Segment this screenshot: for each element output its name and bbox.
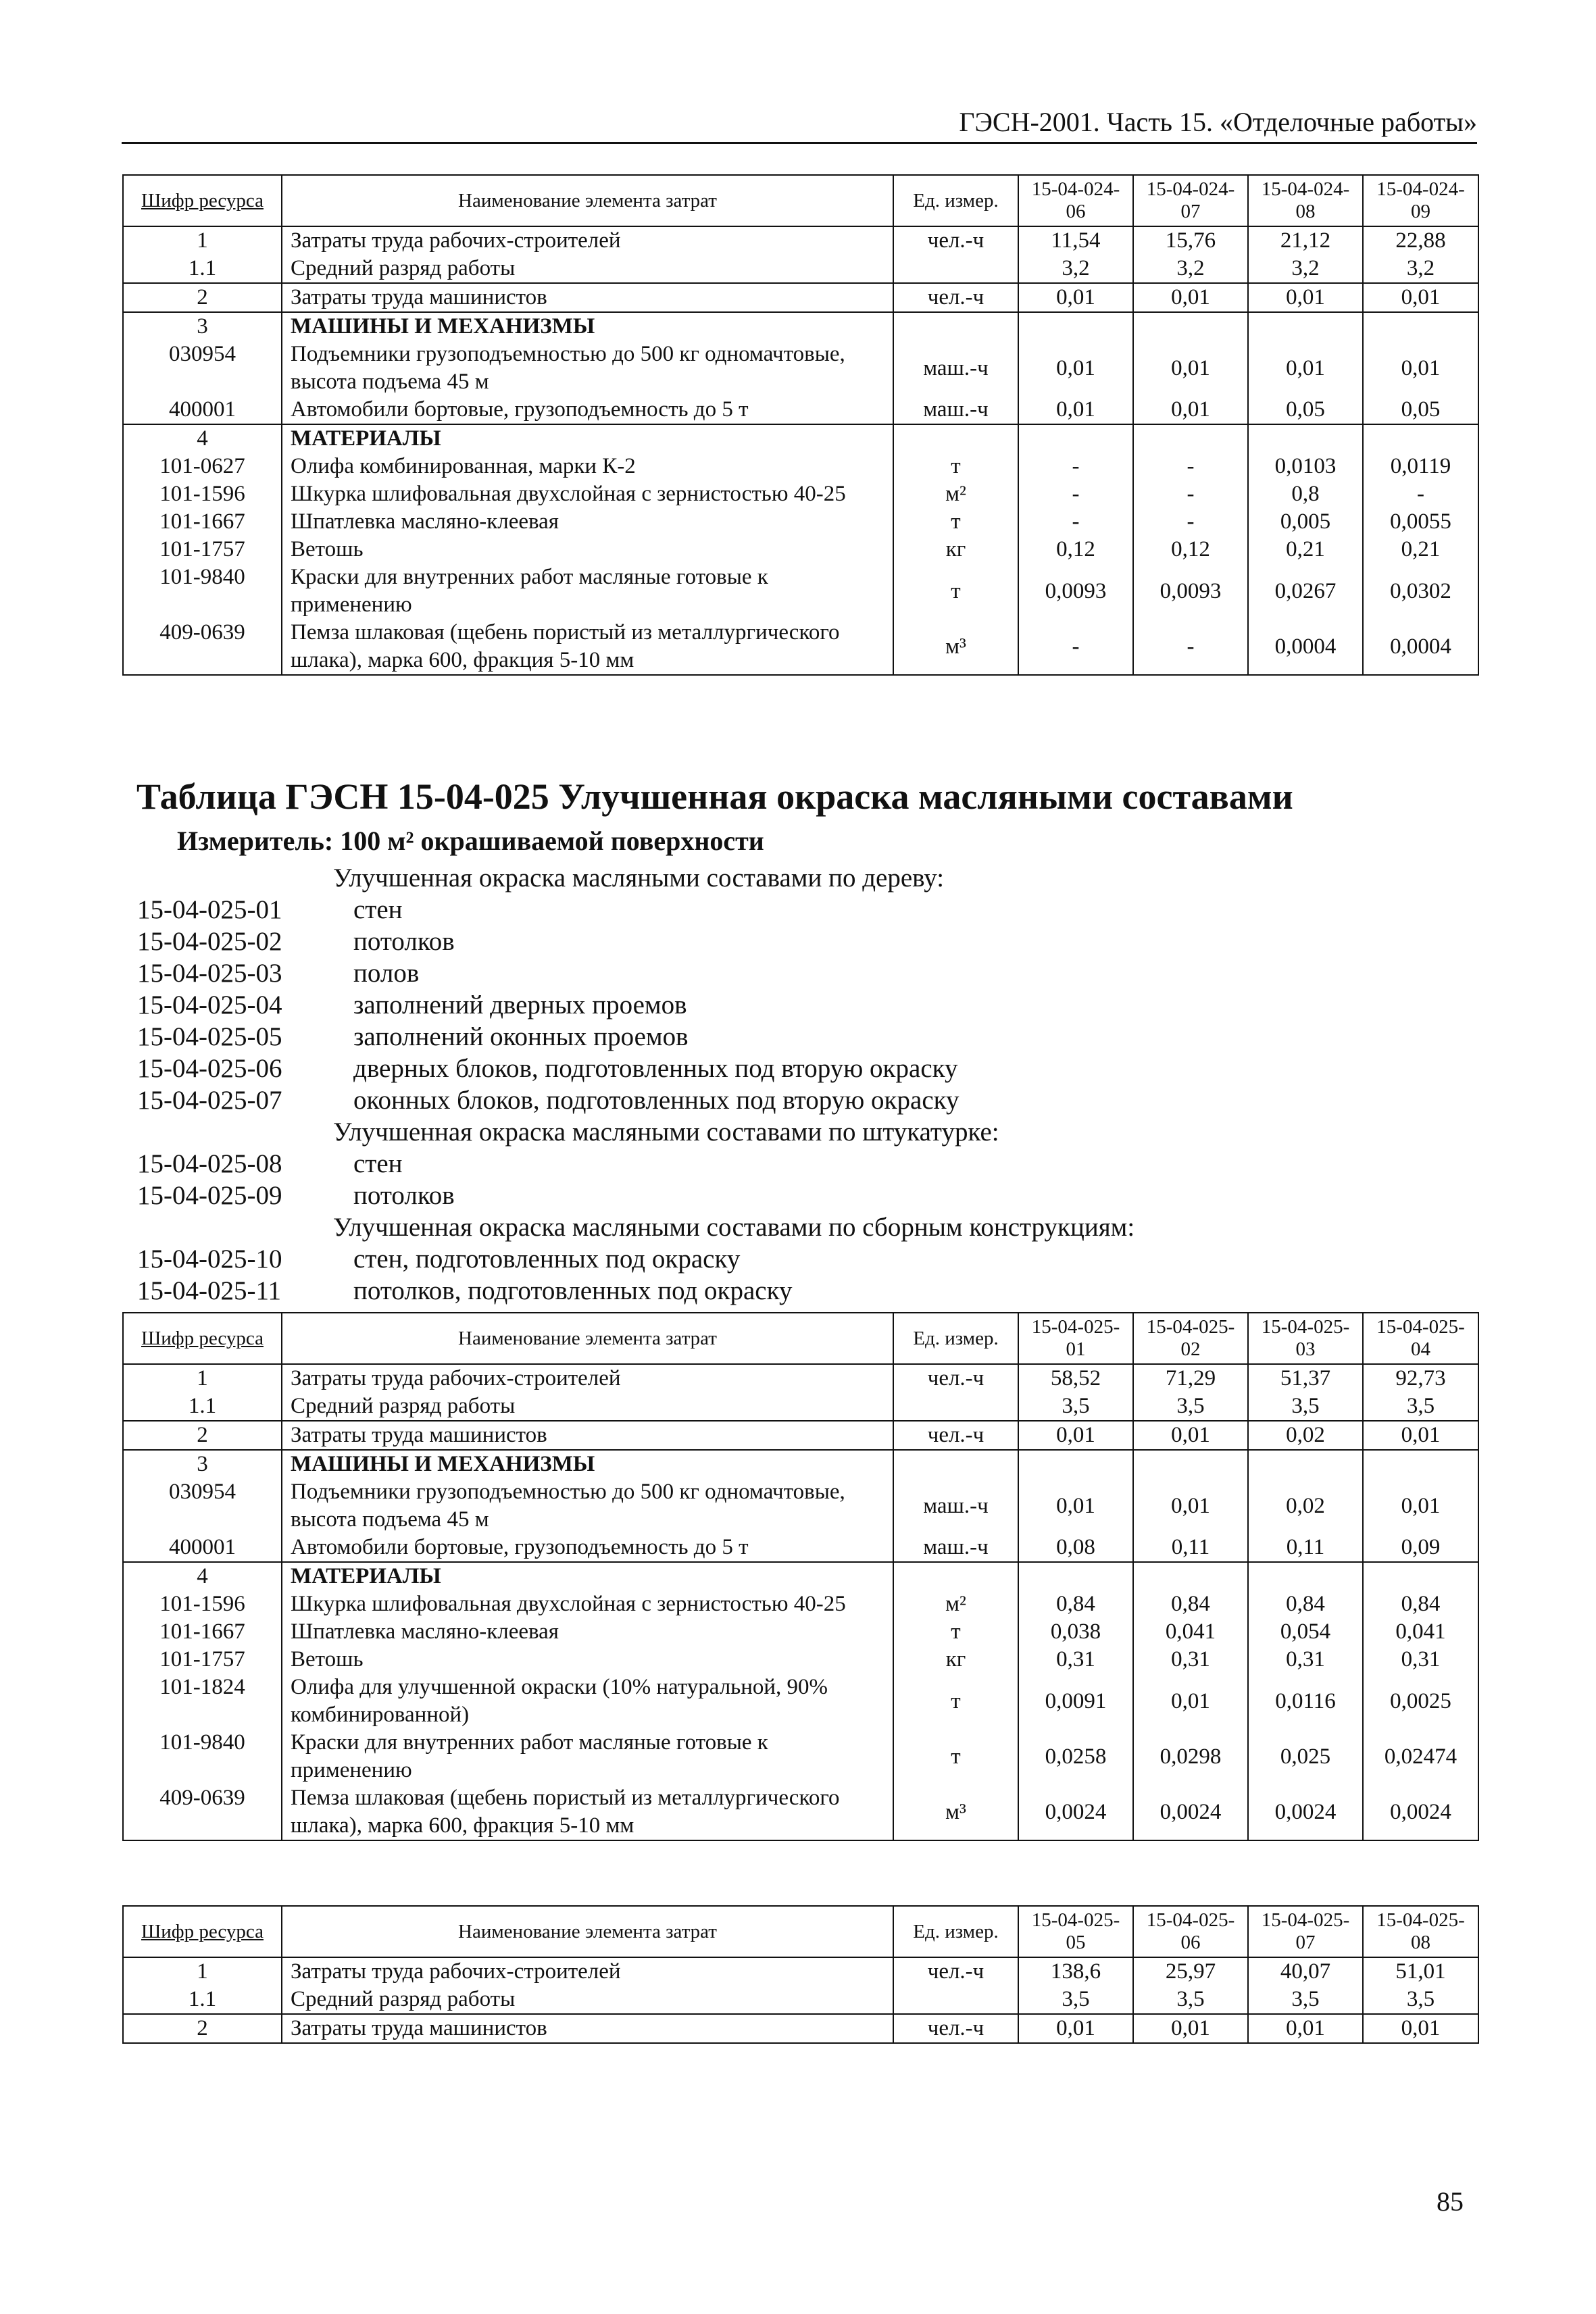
resource-value: 0,038 xyxy=(1018,1618,1133,1646)
resource-value: 3,2 xyxy=(1248,255,1363,283)
section-title: МАТЕРИАЛЫ xyxy=(282,1562,893,1590)
norm-text: оконных блоков, подготовленных под вторую окраску xyxy=(353,1086,959,1115)
resource-value: 0,01 xyxy=(1133,341,1248,396)
section-title: МАШИНЫ И МЕХАНИЗМЫ xyxy=(282,1450,893,1478)
resource-value: - xyxy=(1133,480,1248,508)
resource-code: 101-1596 xyxy=(123,1590,282,1618)
page-number: 85 xyxy=(1437,2186,1464,2217)
resource-value: 3,5 xyxy=(1018,1986,1133,2014)
resource-code: 101-1596 xyxy=(123,480,282,508)
resource-code: 2 xyxy=(123,1421,282,1450)
resource-unit: т xyxy=(893,1729,1018,1784)
resource-unit: маш.-ч xyxy=(893,341,1018,396)
resource-code: 101-9840 xyxy=(123,1729,282,1784)
resource-code: 3 xyxy=(123,312,282,341)
resource-value: 0,0116 xyxy=(1248,1674,1363,1729)
resource-code: 1 xyxy=(123,226,282,255)
resource-value: 92,73 xyxy=(1363,1364,1478,1392)
resource-value: 15,76 xyxy=(1133,226,1248,255)
resource-name: Средний разряд работы xyxy=(282,255,893,283)
resource-value: 0,02 xyxy=(1248,1478,1363,1534)
resource-unit: м³ xyxy=(893,619,1018,675)
header-norm-code: 15-04-025-02 xyxy=(1133,1313,1248,1364)
resource-code: 2 xyxy=(123,283,282,312)
resource-value: 0,01 xyxy=(1363,1421,1478,1450)
resource-row xyxy=(123,1957,1478,1986)
resource-row xyxy=(123,453,1478,480)
resource-name: Средний разряд работы xyxy=(282,1392,893,1421)
resource-value: 0,12 xyxy=(1133,536,1248,563)
resource-value: 0,01 xyxy=(1133,1478,1248,1534)
resource-row xyxy=(123,1784,1478,1840)
header-unit: Ед. измер. xyxy=(893,1313,1018,1364)
empty-cell xyxy=(893,1562,1018,1590)
resource-code: 101-0627 xyxy=(123,453,282,480)
resource-table-024 xyxy=(122,174,1479,676)
resource-value: 0,041 xyxy=(1363,1618,1478,1646)
resource-value: 0,31 xyxy=(1018,1646,1133,1674)
empty-cell xyxy=(1133,1450,1248,1478)
resource-row xyxy=(123,1674,1478,1729)
resource-code: 1.1 xyxy=(123,1986,282,2014)
resource-value: 0,01 xyxy=(1133,396,1248,424)
resource-unit: чел.-ч xyxy=(893,1957,1018,1986)
resource-unit: т xyxy=(893,563,1018,619)
resource-value: 0,01 xyxy=(1363,2014,1478,2043)
norm-code: 15-04-025-10 xyxy=(137,1244,282,1274)
resource-row xyxy=(123,1729,1478,1784)
header-code: Шифр ресурса xyxy=(123,175,282,226)
resource-name: Шкурка шлифовальная двухслойная с зернистостью 40-25 xyxy=(282,1590,893,1618)
resource-row xyxy=(123,341,1478,396)
resource-code: 101-1667 xyxy=(123,508,282,536)
resource-value: 0,01 xyxy=(1248,283,1363,312)
empty-cell xyxy=(1018,1450,1133,1478)
resource-row xyxy=(123,1364,1478,1392)
resource-code: 4 xyxy=(123,424,282,453)
resource-row xyxy=(123,508,1478,536)
empty-cell xyxy=(1248,1562,1363,1590)
norm-text: потолков xyxy=(353,1181,455,1210)
resource-row xyxy=(123,226,1478,255)
norm-code: 15-04-025-08 xyxy=(137,1149,282,1178)
empty-cell xyxy=(1133,312,1248,341)
resource-unit: м² xyxy=(893,480,1018,508)
resource-value: 0,12 xyxy=(1018,536,1133,563)
section-row xyxy=(123,424,1478,453)
header-norm-code: 15-04-025-08 xyxy=(1363,1906,1478,1957)
resource-row xyxy=(123,1618,1478,1646)
resource-row xyxy=(123,396,1478,424)
resource-unit: кг xyxy=(893,1646,1018,1674)
resource-value: - xyxy=(1018,480,1133,508)
header-norm-code: 15-04-024-09 xyxy=(1363,175,1478,226)
resource-row xyxy=(123,536,1478,563)
section-row xyxy=(123,1562,1478,1590)
resource-code: 4 xyxy=(123,1562,282,1590)
resource-code: 101-1667 xyxy=(123,1618,282,1646)
resource-value: 3,2 xyxy=(1018,255,1133,283)
resource-name: Подъемники грузоподъемностью до 500 кг одномачтовые, высота подъема 45 м xyxy=(282,341,893,396)
resource-unit: чел.-ч xyxy=(893,2014,1018,2043)
resource-value: 0,11 xyxy=(1133,1534,1248,1562)
resource-row xyxy=(123,1534,1478,1562)
resource-value: 0,01 xyxy=(1363,1478,1478,1534)
resource-value: 0,0024 xyxy=(1018,1784,1133,1840)
resource-unit: чел.-ч xyxy=(893,226,1018,255)
resource-unit: маш.-ч xyxy=(893,396,1018,424)
resource-row xyxy=(123,1590,1478,1618)
header-unit: Ед. измер. xyxy=(893,175,1018,226)
header-code: Шифр ресурса xyxy=(123,1906,282,1957)
norm-text: заполнений дверных проемов xyxy=(353,990,687,1020)
resource-unit: т xyxy=(893,508,1018,536)
section-row xyxy=(123,1450,1478,1478)
resource-row xyxy=(123,255,1478,283)
resource-name: Затраты труда машинистов xyxy=(282,2014,893,2043)
resource-value: 0,01 xyxy=(1248,2014,1363,2043)
resource-name: Затраты труда рабочих-строителей xyxy=(282,1364,893,1392)
norm-text: потолков xyxy=(353,927,455,956)
header-norm-code: 15-04-025-04 xyxy=(1363,1313,1478,1364)
header-name: Наименование элемента затрат xyxy=(282,175,893,226)
resource-unit: чел.-ч xyxy=(893,1421,1018,1450)
section-title: МАТЕРИАЛЫ xyxy=(282,424,893,453)
header-norm-code: 15-04-025-03 xyxy=(1248,1313,1363,1364)
norm-code: 15-04-025-11 xyxy=(137,1276,282,1305)
resource-row xyxy=(123,1478,1478,1534)
resource-value: 3,2 xyxy=(1363,255,1478,283)
header-norm-code: 15-04-025-01 xyxy=(1018,1313,1133,1364)
resource-unit xyxy=(893,1392,1018,1421)
resource-value: 0,0302 xyxy=(1363,563,1478,619)
resource-code: 400001 xyxy=(123,396,282,424)
resource-value: 0,02 xyxy=(1248,1421,1363,1450)
resource-value: 0,84 xyxy=(1363,1590,1478,1618)
resource-code: 101-1757 xyxy=(123,1646,282,1674)
resource-code: 030954 xyxy=(123,341,282,396)
resource-value: 0,0004 xyxy=(1363,619,1478,675)
norm-code: 15-04-025-02 xyxy=(137,927,282,956)
header-norm-code: 15-04-024-08 xyxy=(1248,175,1363,226)
resource-value: 3,5 xyxy=(1018,1392,1133,1421)
running-header xyxy=(122,101,1477,144)
resource-value: 0,01 xyxy=(1018,1421,1133,1450)
resource-value: 0,0103 xyxy=(1248,453,1363,480)
resource-value: 0,025 xyxy=(1248,1729,1363,1784)
resource-code: 101-1824 xyxy=(123,1674,282,1729)
resource-code: 1.1 xyxy=(123,1392,282,1421)
resource-name: Пемза шлаковая (щебень пористый из металлургического шлака), марка 600, фракция 5-10 мм xyxy=(282,619,893,675)
table-title: Таблица ГЭСН 15-04-025 Улучшенная окраска масляными составами xyxy=(136,776,1293,817)
resource-value: 0,0055 xyxy=(1363,508,1478,536)
resource-row xyxy=(123,480,1478,508)
resource-name: Затраты труда рабочих-строителей xyxy=(282,1957,893,1986)
resource-value: 0,01 xyxy=(1363,341,1478,396)
resource-value: - xyxy=(1363,480,1478,508)
resource-value: 0,01 xyxy=(1018,341,1133,396)
resource-value: 0,31 xyxy=(1363,1646,1478,1674)
resource-value: 0,01 xyxy=(1018,283,1133,312)
resource-value: 0,0024 xyxy=(1363,1784,1478,1840)
norm-text: полов xyxy=(353,959,420,988)
resource-name: Затраты труда машинистов xyxy=(282,1421,893,1450)
resource-name: Олифа комбинированная, марки К-2 xyxy=(282,453,893,480)
resource-value: 58,52 xyxy=(1018,1364,1133,1392)
norm-group-text: Улучшенная окраска масляными составами по дереву: xyxy=(333,863,945,892)
resource-value: - xyxy=(1018,508,1133,536)
resource-unit xyxy=(893,255,1018,283)
resource-code: 1 xyxy=(123,1957,282,1986)
empty-cell xyxy=(893,1450,1018,1478)
resource-value: 0,31 xyxy=(1133,1646,1248,1674)
empty-cell xyxy=(1363,424,1478,453)
norm-text: заполнений оконных проемов xyxy=(353,1022,689,1051)
resource-unit: чел.-ч xyxy=(893,1364,1018,1392)
resource-name: Пемза шлаковая (щебень пористый из металлургического шлака), марка 600, фракция 5-10 мм xyxy=(282,1784,893,1840)
resource-value: 0,0025 xyxy=(1363,1674,1478,1729)
resource-table-025-a xyxy=(122,1312,1479,1841)
resource-value: 0,05 xyxy=(1363,396,1478,424)
resource-value: 0,11 xyxy=(1248,1534,1363,1562)
norm-text: дверных блоков, подготовленных под вторую окраску xyxy=(353,1054,958,1083)
resource-row xyxy=(123,563,1478,619)
norm-code: 15-04-025-06 xyxy=(137,1054,282,1083)
resource-value: 0,01 xyxy=(1363,283,1478,312)
resource-value: 71,29 xyxy=(1133,1364,1248,1392)
norm-code: 15-04-025-07 xyxy=(137,1086,282,1115)
empty-cell xyxy=(1363,1562,1478,1590)
resource-name: Шпатлевка масляно-клеевая xyxy=(282,1618,893,1646)
norm-code: 15-04-025-09 xyxy=(137,1181,282,1210)
resource-name: Шпатлевка масляно-клеевая xyxy=(282,508,893,536)
resource-value: 0,84 xyxy=(1248,1590,1363,1618)
resource-value: 3,5 xyxy=(1133,1392,1248,1421)
measure-unit: Измеритель: 100 м² окрашиваемой поверхности xyxy=(177,826,764,856)
resource-name: Подъемники грузоподъемностью до 500 кг одномачтовые, высота подъема 45 м xyxy=(282,1478,893,1534)
resource-value: 22,88 xyxy=(1363,226,1478,255)
norm-text: стен xyxy=(353,895,403,924)
resource-value: 0,01 xyxy=(1133,1674,1248,1729)
resource-name: Краски для внутренних работ масляные готовые к применению xyxy=(282,1729,893,1784)
resource-value: 0,0119 xyxy=(1363,453,1478,480)
resource-value: - xyxy=(1018,453,1133,480)
resource-code: 030954 xyxy=(123,1478,282,1534)
norm-text: стен xyxy=(353,1149,403,1178)
resource-unit: т xyxy=(893,453,1018,480)
resource-code: 409-0639 xyxy=(123,619,282,675)
resource-value: 0,09 xyxy=(1363,1534,1478,1562)
empty-cell xyxy=(1248,1450,1363,1478)
resource-value: 0,01 xyxy=(1018,2014,1133,2043)
resource-code: 101-1757 xyxy=(123,536,282,563)
resource-unit: чел.-ч xyxy=(893,283,1018,312)
resource-code: 409-0639 xyxy=(123,1784,282,1840)
resource-unit: м² xyxy=(893,1590,1018,1618)
resource-value: 0,84 xyxy=(1018,1590,1133,1618)
resource-unit: маш.-ч xyxy=(893,1534,1018,1562)
norm-group-text: Улучшенная окраска масляными составами по штукатурке: xyxy=(333,1117,999,1147)
empty-cell xyxy=(1018,424,1133,453)
resource-value: 0,01 xyxy=(1018,1478,1133,1534)
resource-value: 3,5 xyxy=(1363,1986,1478,2014)
resource-unit xyxy=(893,1986,1018,2014)
resource-name: Затраты труда машинистов xyxy=(282,283,893,312)
resource-value: 0,054 xyxy=(1248,1618,1363,1646)
resource-name: Шкурка шлифовальная двухслойная с зернистостью 40-25 xyxy=(282,480,893,508)
header-unit: Ед. измер. xyxy=(893,1906,1018,1957)
section-title: МАШИНЫ И МЕХАНИЗМЫ xyxy=(282,312,893,341)
resource-row xyxy=(123,2014,1478,2043)
header-norm-code: 15-04-025-06 xyxy=(1133,1906,1248,1957)
norm-code: 15-04-025-04 xyxy=(137,990,282,1020)
resource-name: Ветошь xyxy=(282,1646,893,1674)
resource-code: 101-9840 xyxy=(123,563,282,619)
resource-name: Средний разряд работы xyxy=(282,1986,893,2014)
header-code: Шифр ресурса xyxy=(123,1313,282,1364)
resource-name: Затраты труда рабочих-строителей xyxy=(282,226,893,255)
empty-cell xyxy=(1018,312,1133,341)
resource-value: 3,5 xyxy=(1248,1986,1363,2014)
resource-row xyxy=(123,1421,1478,1450)
norm-group-text: Улучшенная окраска масляными составами по сборным конструкциям: xyxy=(333,1213,1135,1242)
resource-value: 3,5 xyxy=(1133,1986,1248,2014)
resource-row xyxy=(123,1646,1478,1674)
resource-value: 138,6 xyxy=(1018,1957,1133,1986)
empty-cell xyxy=(1133,1562,1248,1590)
resource-value: 0,84 xyxy=(1133,1590,1248,1618)
resource-row xyxy=(123,619,1478,675)
empty-cell xyxy=(1363,1450,1478,1478)
resource-value: - xyxy=(1133,453,1248,480)
empty-cell xyxy=(893,312,1018,341)
resource-value: - xyxy=(1018,619,1133,675)
resource-name: Автомобили бортовые, грузоподъемность до 5 т xyxy=(282,396,893,424)
resource-value: 51,01 xyxy=(1363,1957,1478,1986)
resource-value: 0,005 xyxy=(1248,508,1363,536)
resource-value: 0,041 xyxy=(1133,1618,1248,1646)
resource-value: 0,0024 xyxy=(1133,1784,1248,1840)
header-name: Наименование элемента затрат xyxy=(282,1906,893,1957)
norm-text: стен, подготовленных под окраску xyxy=(353,1244,741,1274)
resource-name: Ветошь xyxy=(282,536,893,563)
norm-code: 15-04-025-03 xyxy=(137,959,282,988)
resource-value: 0,8 xyxy=(1248,480,1363,508)
header-norm-code: 15-04-025-05 xyxy=(1018,1906,1133,1957)
resource-row xyxy=(123,1392,1478,1421)
resource-value: 0,0024 xyxy=(1248,1784,1363,1840)
resource-value: 25,97 xyxy=(1133,1957,1248,1986)
header-name: Наименование элемента затрат xyxy=(282,1313,893,1364)
resource-value: 3,5 xyxy=(1248,1392,1363,1421)
resource-value: 0,21 xyxy=(1248,536,1363,563)
empty-cell xyxy=(1133,424,1248,453)
resource-value: 21,12 xyxy=(1248,226,1363,255)
resource-name: Олифа для улучшенной окраски (10% натуральной, 90% комбинированной) xyxy=(282,1674,893,1729)
resource-value: 0,01 xyxy=(1018,396,1133,424)
resource-unit: т xyxy=(893,1674,1018,1729)
resource-value: 51,37 xyxy=(1248,1364,1363,1392)
section-row xyxy=(123,312,1478,341)
resource-table-025-b xyxy=(122,1905,1479,2044)
resource-value: 0,0258 xyxy=(1018,1729,1133,1784)
resource-code: 3 xyxy=(123,1450,282,1478)
resource-name: Краски для внутренних работ масляные готовые к применению xyxy=(282,563,893,619)
resource-value: 0,0298 xyxy=(1133,1729,1248,1784)
resource-value: 0,0004 xyxy=(1248,619,1363,675)
resource-value: 3,5 xyxy=(1363,1392,1478,1421)
resource-code: 400001 xyxy=(123,1534,282,1562)
norm-text: потолков, подготовленных под окраску xyxy=(353,1276,793,1305)
norm-code: 15-04-025-01 xyxy=(137,895,282,924)
resource-value: 0,05 xyxy=(1248,396,1363,424)
resource-value: 0,02474 xyxy=(1363,1729,1478,1784)
empty-cell xyxy=(1363,312,1478,341)
resource-unit: кг xyxy=(893,536,1018,563)
resource-value: 0,0093 xyxy=(1018,563,1133,619)
resource-unit: т xyxy=(893,1618,1018,1646)
resource-code: 2 xyxy=(123,2014,282,2043)
empty-cell xyxy=(1248,424,1363,453)
resource-value: 40,07 xyxy=(1248,1957,1363,1986)
empty-cell xyxy=(1248,312,1363,341)
empty-cell xyxy=(1018,1562,1133,1590)
resource-unit: маш.-ч xyxy=(893,1478,1018,1534)
resource-code: 1 xyxy=(123,1364,282,1392)
resource-value: 0,21 xyxy=(1363,536,1478,563)
resource-value: 11,54 xyxy=(1018,226,1133,255)
header-norm-code: 15-04-025-07 xyxy=(1248,1906,1363,1957)
norm-code: 15-04-025-05 xyxy=(137,1022,282,1051)
resource-value: 0,01 xyxy=(1133,2014,1248,2043)
header-norm-code: 15-04-024-06 xyxy=(1018,175,1133,226)
resource-value: 0,0093 xyxy=(1133,563,1248,619)
resource-name: Автомобили бортовые, грузоподъемность до 5 т xyxy=(282,1534,893,1562)
resource-row xyxy=(123,1986,1478,2014)
running-header-text: ГЭСН-2001. Часть 15. «Отделочные работы» xyxy=(959,107,1477,137)
empty-cell xyxy=(893,424,1018,453)
resource-value: 0,01 xyxy=(1133,1421,1248,1450)
resource-value: 0,01 xyxy=(1133,283,1248,312)
resource-row xyxy=(123,283,1478,312)
resource-value: 0,0267 xyxy=(1248,563,1363,619)
resource-value: - xyxy=(1133,619,1248,675)
header-norm-code: 15-04-024-07 xyxy=(1133,175,1248,226)
resource-value: 0,31 xyxy=(1248,1646,1363,1674)
resource-value: 0,01 xyxy=(1248,341,1363,396)
resource-unit: м³ xyxy=(893,1784,1018,1840)
resource-value: - xyxy=(1133,508,1248,536)
resource-value: 3,2 xyxy=(1133,255,1248,283)
resource-value: 0,08 xyxy=(1018,1534,1133,1562)
resource-value: 0,0091 xyxy=(1018,1674,1133,1729)
resource-code: 1.1 xyxy=(123,255,282,283)
